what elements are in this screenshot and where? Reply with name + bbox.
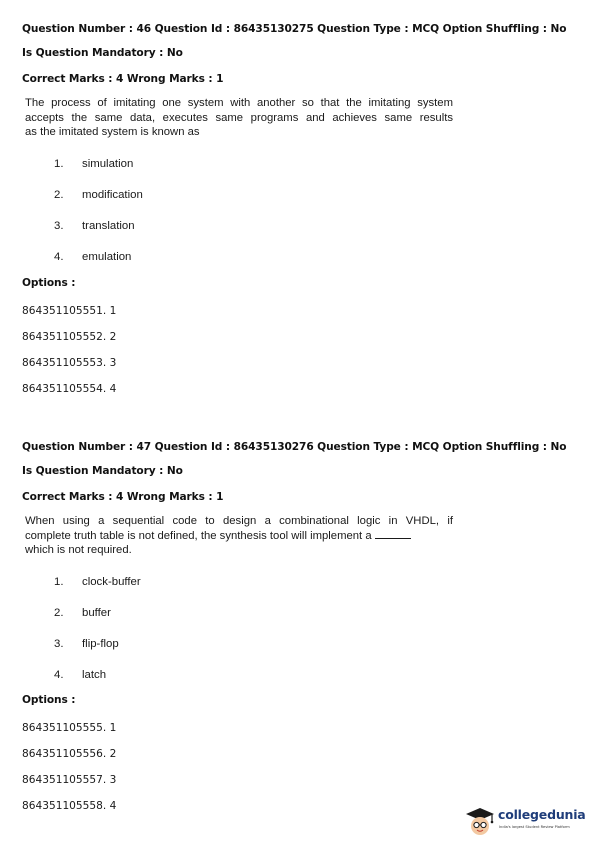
option-id: 864351105556. 2 xyxy=(22,748,117,760)
choice-text: translation xyxy=(82,220,135,232)
choice-number: 4. xyxy=(54,251,64,263)
logo-tagline: India's largest Student Review Platform xyxy=(499,825,570,829)
choice-item xyxy=(54,607,111,619)
choice-number: 3. xyxy=(54,220,64,232)
option-id: 864351105555. 1 xyxy=(22,722,117,734)
choice-text: buffer xyxy=(82,607,111,619)
choice-text: emulation xyxy=(82,251,132,263)
question-marks: Correct Marks : 4 Wrong Marks : 1 xyxy=(22,73,224,85)
question-text xyxy=(25,96,453,140)
question-text-line: When using a sequential code to design a combinational logic in VHDL, if xyxy=(25,515,453,527)
option-id: 864351105551. 1 xyxy=(22,305,117,317)
question-marks: Correct Marks : 4 Wrong Marks : 1 xyxy=(22,491,224,503)
choice-item xyxy=(54,669,106,681)
choice-item xyxy=(54,189,143,201)
option-id: 864351105558. 4 xyxy=(22,800,117,812)
choice-number: 3. xyxy=(54,638,64,650)
question-text xyxy=(25,514,453,558)
option-id: 864351105553. 3 xyxy=(22,357,117,369)
choice-number: 4. xyxy=(54,669,64,681)
choice-number: 1. xyxy=(54,158,64,170)
choice-text: latch xyxy=(82,669,107,681)
question-text-line: The process of imitating one system with another so that the imitating system xyxy=(25,97,453,109)
choice-item xyxy=(54,220,135,232)
choice-item xyxy=(54,576,141,588)
choice-number: 2. xyxy=(54,607,64,619)
question-mandatory: Is Question Mandatory : No xyxy=(22,465,183,477)
question-header: Question Number : 46 Question Id : 86435130275 Question Type : MCQ Option Shuffling : No xyxy=(22,23,567,35)
option-id: 864351105554. 4 xyxy=(22,383,117,395)
option-id: 864351105552. 2 xyxy=(22,331,117,343)
choice-item xyxy=(54,158,133,170)
question-text-line: as the imitated system is known as xyxy=(25,126,200,138)
graduate-mascot-icon xyxy=(462,804,498,840)
choice-text: flip-flop xyxy=(82,638,119,650)
option-id: 864351105557. 3 xyxy=(22,774,117,786)
choice-item xyxy=(54,638,119,650)
question-text-line: which is not required. xyxy=(25,544,132,556)
choice-number: 1. xyxy=(54,576,64,588)
choice-number: 2. xyxy=(54,189,64,201)
options-label: Options : xyxy=(22,277,76,289)
choice-text: clock-buffer xyxy=(82,576,141,588)
choice-item xyxy=(54,251,131,263)
answer-blank xyxy=(375,529,411,539)
collegedunia-logo xyxy=(462,804,590,840)
choice-text: simulation xyxy=(82,158,134,170)
logo-wordmark: collegedunia xyxy=(498,807,586,822)
options-label: Options : xyxy=(22,694,76,706)
question-text-line: accepts the same data, executes same programs and achieves same results xyxy=(25,111,453,124)
question-header: Question Number : 47 Question Id : 86435130276 Question Type : MCQ Option Shuffling : No xyxy=(22,441,567,453)
question-mandatory: Is Question Mandatory : No xyxy=(22,47,183,59)
choice-text: modification xyxy=(82,189,143,201)
question-text-line-with-blank xyxy=(25,529,453,544)
question-text-line: complete truth table is not defined, the synthesis tool will implement a xyxy=(25,529,372,542)
